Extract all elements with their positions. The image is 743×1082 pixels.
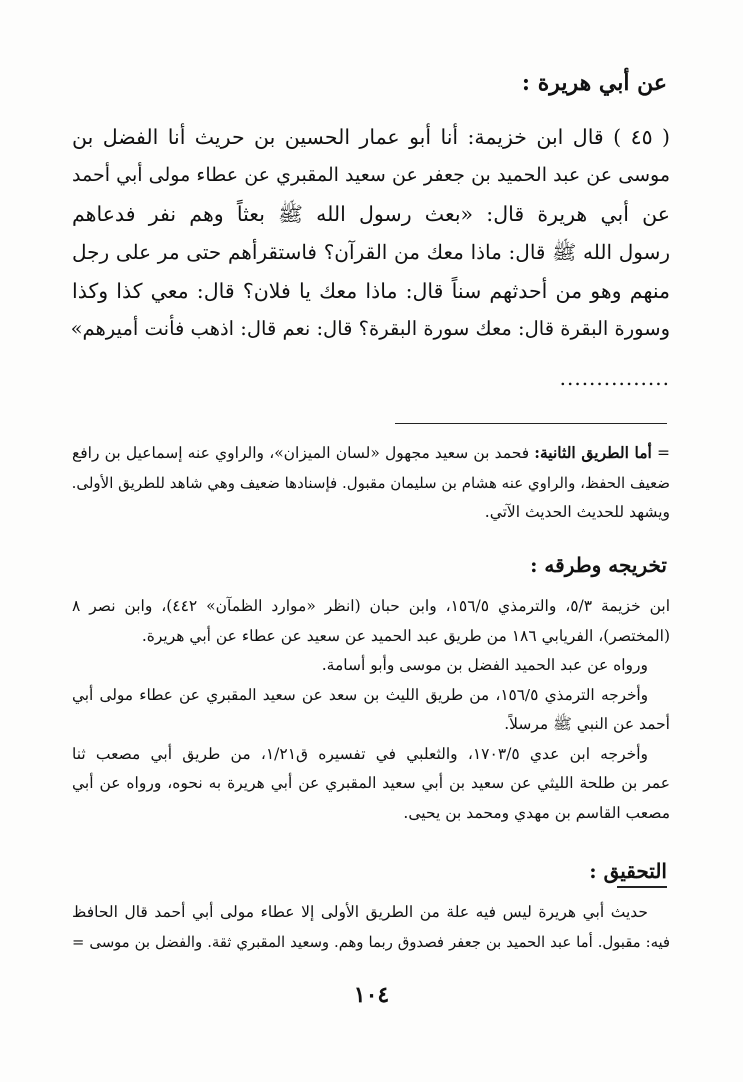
hadith-ellipsis: ............... <box>559 366 670 390</box>
hadith-line: رسول الله ﷺ قال: ماذا معك من القرآن؟ فاستقرأهم حتى مر على رجل <box>72 240 670 265</box>
footnote-line: = أما الطريق الثانية: فحمد بن سعيد مجهول «لسان الميزان»، والراوي عنه إسماعيل بن رافع <box>72 443 670 462</box>
tahqiq-line: فيه: مقبول. أما عبد الحميد بن جعفر فصدوق ربما وهم. وسعيد المقبري ثقة. والفضل بن موسى = <box>72 933 670 951</box>
footnote-separator <box>395 423 667 424</box>
hadith-line: ( ٤٥ ) قال ابن خزيمة: أنا أبو عمار الحسين بن حريث أنا الفضل بن <box>72 125 671 149</box>
takhrij-line: ابن خزيمة ٥/٣، والترمذي ١٥٦/٥، وابن حبان (انظر «موارد الظمآن» ٤٤٢)، وابن نصر ٨ <box>72 597 671 615</box>
tahqiq-block <box>72 898 670 957</box>
hadith-line: موسى عن عبد الحميد بن جعفر عن سعيد المقبري عن عطاء مولى أبي أحمد <box>72 164 670 187</box>
takhrij-line: مصعب القاسم بن مهدي ومحمد بن يحيى. <box>403 803 670 822</box>
takhrij-line: أحمد عن النبي ﷺ مرسلاً. <box>504 715 670 733</box>
tahqiq-underline <box>617 886 667 888</box>
takhrij-heading: تخريجه وطرقه : <box>530 553 667 577</box>
page-number: ١٠٤ <box>353 982 390 1008</box>
footnote-line: ضعيف الحفظ، والراوي عنه هشام بن سليمان مقبول. فإسنادها ضعيف وهي شاهد للطريق الأولى. <box>71 473 670 492</box>
hadith-line: عن أبي هريرة قال: «بعث رسول الله ﷺ بعثاً وهم نفر فدعاهم <box>72 201 670 226</box>
tahqiq-line: حديث أبي هريرة ليس فيه علة من الطريق الأولى إلا عطاء مولى أبي أحمد قال الحافظ <box>72 903 648 921</box>
takhrij-line: عمر بن طلحة الليثي عن سعيد بن أبي سعيد المقبري عن أبي هريرة به نحوه، ورواه عن أبي <box>72 774 670 792</box>
takhrij-line: ورواه عن عبد الحميد الفضل بن موسى وأبو أسامة. <box>321 656 648 674</box>
hadith-line: منهم وهو من أحدثهم سناً قال: ماذا معك يا فلان؟ قال: معي كذا وكذا <box>72 278 670 303</box>
takhrij-block <box>72 592 670 828</box>
tahqiq-heading: التحقيق : <box>589 859 667 883</box>
hadith-line: وسورة البقرة قال: معك سورة البقرة؟ قال: نعم قال: اذهب فأنت أميرهم» <box>70 317 670 341</box>
footnote-block <box>72 438 670 528</box>
takhrij-line: وأخرجه الترمذي ١٥٦/٥، من طريق الليث بن سعد عن سعيد المقبري عن عطاء مولى أبي <box>72 685 649 704</box>
hadith-text <box>72 118 670 348</box>
takhrij-line: (المختصر)، الفريابي ١٨٦ من طريق عبد الحميد عن سعيد عن عطاء عن أبي هريرة. <box>141 626 670 645</box>
footnote-bold-lead: أما الطريق الثانية: <box>534 443 652 462</box>
takhrij-line: وأخرجه ابن عدي ١٧٠٣/٥، والثعلبي في تفسيره ق١/٢١، من طريق أبي مصعب ثنا <box>72 744 648 763</box>
footnote-line: ويشهد للحديث الحديث الآتي. <box>484 503 670 521</box>
section-heading: عن أبي هريرة : <box>521 70 667 96</box>
